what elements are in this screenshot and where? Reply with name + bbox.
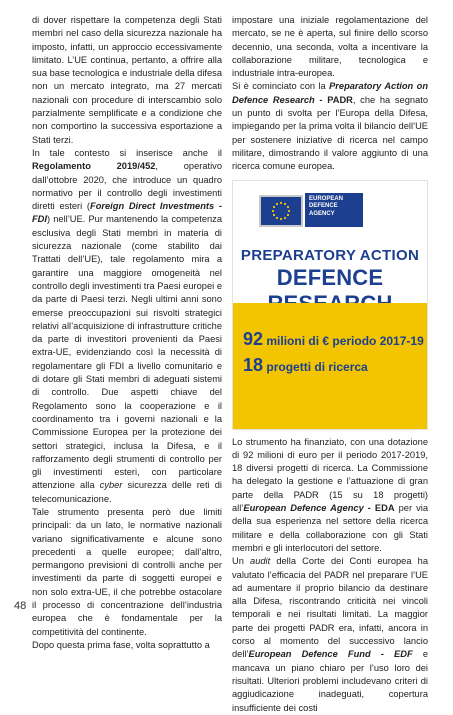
agency-line: EUROPEAN [309,195,344,202]
text-run: sicurezza delle reti di telecomunicazione. [32,480,222,504]
infographic-stats-band [233,303,427,429]
agency-line: DEFENCE [309,203,338,210]
projects-number: 18 [243,354,264,375]
infographic-title-main: DEFENCE [276,264,384,290]
paragraph: Tale strumento presenta però due limiti principali: da un lato, le normative nazionali variano significativamente e alcune sono precedenti a quelle europee; dall’altro, permangono previsioni di controlli anche per investimenti da parte di soggetti europei e non solo extra-UE, il che potrebbe ostacolare il processo di concentrazione dell’industria europea che è fondamentale per la competitività del continente. [32,506,222,637]
budget-label: milioni di € periodo 2017-19 [263,333,424,348]
eda-logo [305,193,363,227]
paragraph [232,436,428,556]
padr-term: Preparatory Action on Defence Research [232,81,428,105]
edf-term: European Defence Fund - EDF [248,649,413,660]
agency-line: AGENCY [309,210,335,217]
padr-infographic [232,180,428,430]
text-run: Lo strumento ha finanziato, con una dotazione di 92 milioni di euro per il periodo 2017-2019, 18 diversi progetti di ricerca. La Commissione ha delegato la gestione e l’attuazione di gran parte della PADR (15 su 18 progetti) all’ [232,436,428,514]
budget-stat [243,328,424,349]
text-run: ) nell’UE. Pur mantenendo la competenza esclusiva degli Stati membri in materia di sicurezza nazionale (come stabilito dai Trattati dell’UE), tale regolamento mira a garantire una maggiore omogeneità nel controllo degli investimenti tra Paesi europei e da parte di Paesi terzi. Negli ultimi anni sono emerse preoccupazioni sui risvolti strategici relativi all’acquisizione di infrastrutture critiche da parte di investitori provenienti da Paesi extra-UE, evidenziando così la necessità di regolamentare gli FDI a livello comunitario e di dotare gli Stati membri di adeguati sistemi di controllo. Due aspetti chiave del Regolamento sono la cooperazione e il coordinamento tra i governi nazionali e la Commissione Europea per la protezione dei settori strategici, inclusa la Difesa, e il rafforzamento degli strumenti di controllo per gli investimenti esteri, con particolare attenzione alla [32,214,222,491]
paragraph: Dopo questa prima fase, volta soprattutto a [32,639,210,650]
text-run: e mancava un piano chiaro per l’uso loro dei risultati. Ulteriori problemi includevano criteri di aggiudicazione inadeguati, copertura insufficiente dei costi [232,649,428,713]
paragraph [232,555,428,715]
fdi-term: Foreign Direct Investments - FDI [32,201,222,225]
text-run: per via della sua esperienza nel settore della ricerca militare e della collaborazione con gli Stati membri e gli interlocutori del settore. [232,503,428,553]
text-run: In tale contesto si inserisce anche il [32,147,222,158]
eda-acronym: - EDA [363,503,395,514]
projects-stat [243,354,368,375]
paragraph: di dover rispettare la competenza degli Stati membri nel caso della sicurezza nazionale ha imposto, infatti, un approccio eccessivamente limitato. L’UE continua, pertanto, a offrire alla sua base tecnologica e industriale della difesa non un mercato integrato, ma 27 mercati nazionali con procedure di interscambio solo parzialmente semplificate e a condizione che non comportino la successiva esportazione a Stati terzi. [32,15,222,145]
paragraph: impostare una iniziale regolamentazione del mercato, se ne è aperta, sul finire dello scorso decennio, una seconda, volta a incentivare la collaborazione militare, tecnologica e industriale intra-europea. [232,15,428,79]
page-number: 48 [14,600,27,612]
text-run: , che ha segnato un punto di svolta per l’Europa della Difesa, impiegando per la prima volta il bilancio dell’UE per sostenere iniziative di ricerca nel campo militare, dimostrando il valore aggiunto di una ricerca comune europea. [232,94,428,172]
eda-term: European Defence Agency [243,503,364,514]
regulation-reference: Regolamento 2019/452 [32,161,156,172]
eu-stars-icon [261,197,301,225]
cyber-term: cyber [99,480,123,491]
padr-acronym: - PADR [314,94,353,105]
left-text-column [32,14,222,652]
budget-number: 92 [243,328,264,349]
projects-label: progetti di ricerca [263,359,368,374]
text-run: , operativo dall’ottobre 2020, che introduce un quadro normativo per il controllo degli investimenti diretti esteri ( [32,161,222,212]
text-run: Si è cominciato con la [232,81,330,92]
paragraph [232,80,428,173]
eu-flag-icon [259,195,303,227]
text-run: della Corte dei Conti europea ha valutato l’efficacia del PADR nel preparare l’UE ad aumentare il proprio bilancio da destinare alla Difesa, riscontrando criticità nei vincoli temporali e nei risultati limitati. La maggior parte dei progetti PADR era, infatti, ancora in corso al momento del successivo lancio dell’ [232,556,428,660]
right-text-column [232,14,428,715]
audit-term: audit [250,556,271,567]
text-run: Un [232,556,251,567]
paragraph [32,147,222,506]
infographic-title-top: PREPARATORY ACTION [240,246,420,264]
